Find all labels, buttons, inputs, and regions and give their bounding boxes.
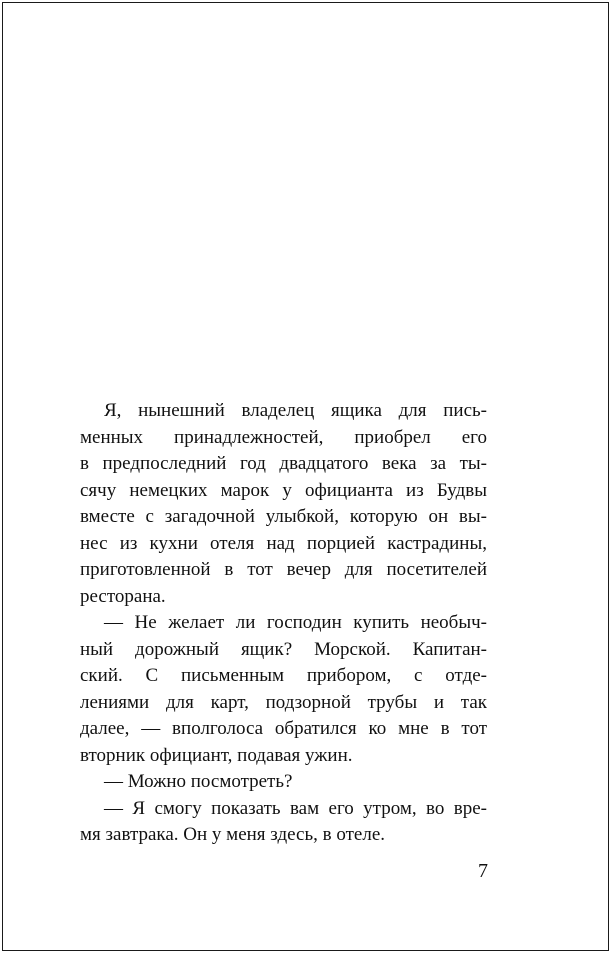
text-line: — Я смогу показать вам его утром, во вре- <box>104 797 487 819</box>
text-line: далее, — вполголоса обратился ко мне в тот <box>80 718 487 739</box>
text-line: вторник официант, подавая ужин. <box>80 744 353 766</box>
text-line: сячу немецких марок у официанта из Будвы <box>80 479 487 501</box>
text-line: ресторана. <box>80 585 166 607</box>
text-line: приготовленной в тот вечер для посетителей <box>80 559 487 580</box>
page-number: 7 <box>478 860 488 882</box>
body-text <box>80 398 487 849</box>
text-line: ный дорожный ящик? Морской. Капитан- <box>80 638 487 660</box>
text-line: лениями для карт, подзорной трубы и так <box>80 691 487 713</box>
text-line: в предпоследний год двадцатого века за ты- <box>80 453 487 474</box>
text-line: ский. С письменным прибором, с отде- <box>80 665 487 686</box>
text-line: менных принадлежностей, приобрел его <box>80 426 487 448</box>
text-line: — Можно посмотреть? <box>104 771 293 792</box>
text-line: вместе с загадочной улыбкой, которую он вы- <box>80 506 487 527</box>
text-line: нес из кухни отеля над порцией кастрадины, <box>80 532 487 554</box>
text-line: Я, нынешний владелец ящика для пись- <box>104 400 487 421</box>
text-line: — Не желает ли господин купить необыч- <box>104 612 487 633</box>
text-line: мя завтрака. Он у меня здесь, в отеле. <box>80 824 386 845</box>
